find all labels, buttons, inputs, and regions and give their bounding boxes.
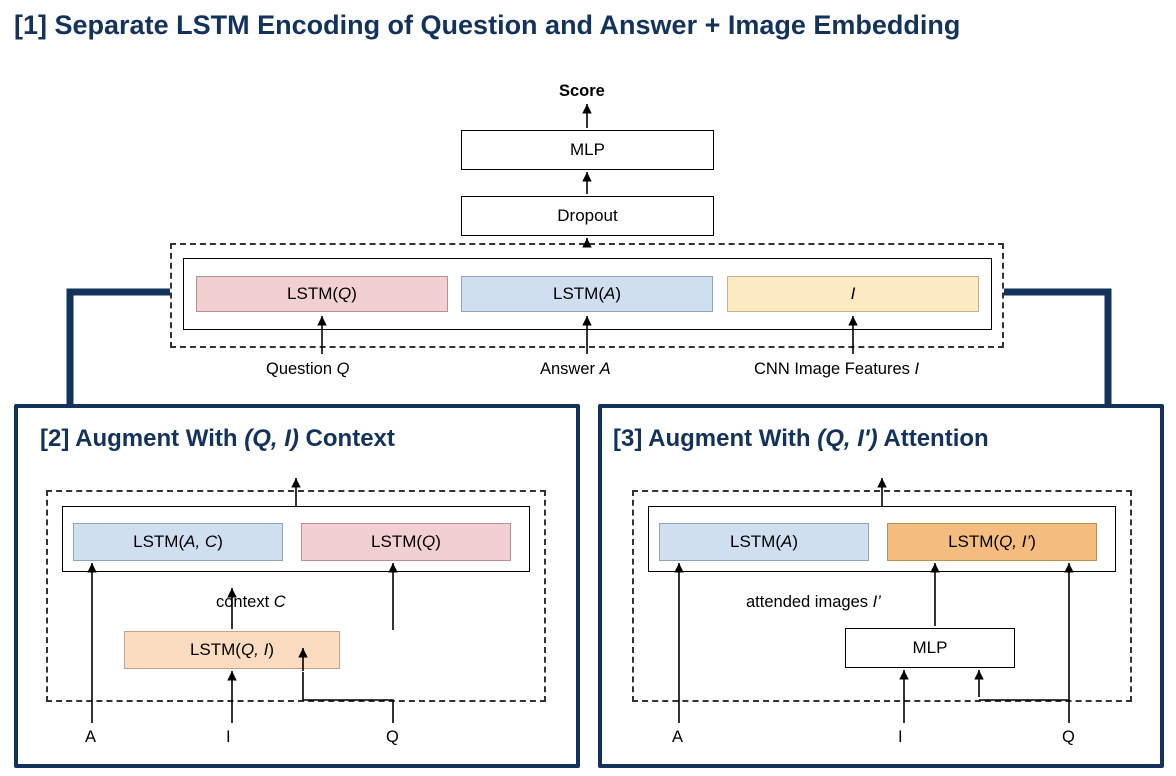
lstm-a-c-cell-label: LSTM(A, C) xyxy=(133,532,223,551)
section-3-lstm-a-cell xyxy=(659,523,869,561)
section-3-title-pre: Augment With xyxy=(648,425,818,452)
score-label: Score xyxy=(559,82,605,100)
lstm-q-cell-label: LSTM(Q) xyxy=(287,284,357,303)
cnn-image-features-label: CNN Image Features I xyxy=(754,360,920,378)
section-2-title-em: (Q, I) xyxy=(244,425,299,452)
question-input-label: Question Q xyxy=(266,360,350,378)
image-features-cell xyxy=(727,276,979,312)
section-2-input-q: Q xyxy=(386,728,399,746)
section-3-title-em: (Q, I') xyxy=(817,425,878,452)
section-3-mlp-box xyxy=(845,628,1015,668)
section-2-number: [2] xyxy=(40,425,70,452)
image-features-cell-label: I xyxy=(850,284,856,303)
answer-input-label: Answer A xyxy=(540,360,611,378)
section-3-input-a: A xyxy=(672,728,684,746)
lstm-a-cell xyxy=(461,276,713,312)
dropout-box-label: Dropout xyxy=(557,206,618,225)
section-2-title xyxy=(40,425,395,453)
mlp-box-label: MLP xyxy=(570,140,605,159)
section-3-input-i: I xyxy=(898,728,903,746)
attended-images-label: attended images I’ xyxy=(746,593,881,611)
section-3-mlp-box-label: MLP xyxy=(912,638,948,657)
section-2-title-post: Context xyxy=(298,425,395,452)
section-2-input-a: A xyxy=(85,728,97,746)
section-1-title-text: Separate LSTM Encoding of Question and Answer + Image Embedding xyxy=(54,10,961,40)
section-3-number: [3] xyxy=(613,425,643,452)
lstm-a-c-cell xyxy=(73,523,283,561)
section-3-title-post: Attention xyxy=(877,425,989,452)
section-2-input-i: I xyxy=(226,728,231,746)
lstm-q-i-cell xyxy=(124,631,340,669)
section-2-lstm-q-cell xyxy=(301,523,511,561)
section-2-lstm-q-cell-label: LSTM(Q) xyxy=(371,532,441,551)
context-label: context C xyxy=(216,593,286,611)
dropout-box xyxy=(461,196,714,236)
lstm-q-cell xyxy=(196,276,448,312)
section-3-lstm-a-cell-label: LSTM(A) xyxy=(729,532,798,551)
mlp-box xyxy=(461,130,714,170)
section-1-title xyxy=(14,10,960,41)
lstm-q-iprime-cell-label: LSTM(Q, I’) xyxy=(948,532,1036,551)
section-3-input-q: Q xyxy=(1062,728,1075,746)
section-1-number: [1] xyxy=(14,10,47,40)
section-2-title-pre: Augment With xyxy=(75,425,245,452)
lstm-a-cell-label: LSTM(A) xyxy=(552,284,621,303)
lstm-q-i-cell-label: LSTM(Q, I) xyxy=(189,640,275,659)
section-3-title xyxy=(613,425,989,453)
lstm-q-iprime-cell xyxy=(887,523,1097,561)
